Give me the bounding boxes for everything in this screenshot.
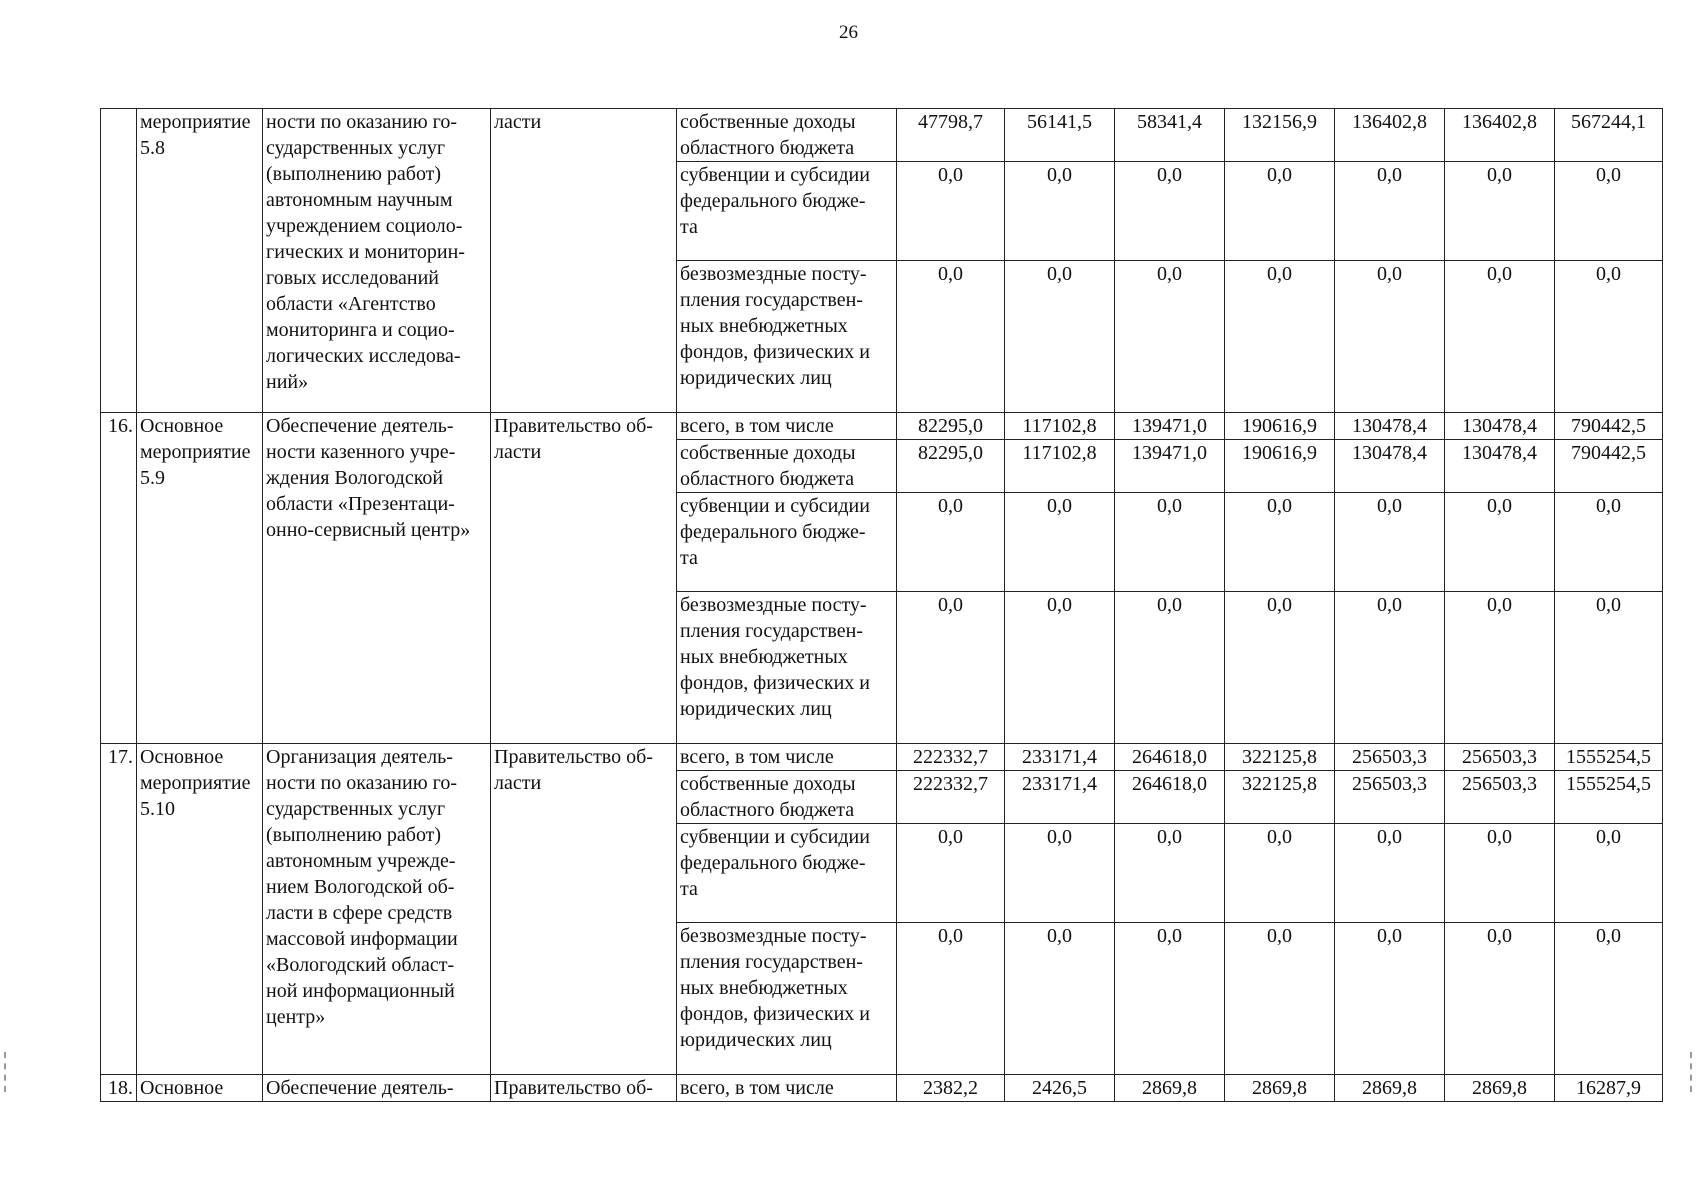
activity-type: Основное [137, 1075, 263, 1102]
value-year: 0,0 [897, 824, 1005, 923]
row-index: 17. [101, 744, 137, 1075]
value-year: 0,0 [1225, 923, 1335, 1075]
value-year: 0,0 [1225, 261, 1335, 413]
value-year: 0,0 [1115, 493, 1225, 592]
value-year: 0,0 [1225, 592, 1335, 744]
activity-name: Организация деятель- ности по оказанию го- сударственных услуг (выполнению работ) автономным учрежде- нием Вологодской об- ласти в сфере средств массовой информации «Вологодский област- ной информационный центр» [263, 744, 491, 1075]
activity-name: Обеспечение деятель- [263, 1075, 491, 1102]
funding-source: субвенции и субсидии федерального бюдже- та [677, 493, 897, 592]
page-number: 26 [839, 22, 858, 43]
value-total: 0,0 [1555, 162, 1663, 261]
funding-source: всего, в том числе [677, 744, 897, 771]
value-year: 82295,0 [897, 440, 1005, 493]
value-year: 0,0 [897, 923, 1005, 1075]
value-total: 1555254,5 [1555, 744, 1663, 771]
value-year: 0,0 [1005, 824, 1115, 923]
executor: ласти [491, 109, 677, 413]
value-year: 139471,0 [1115, 413, 1225, 440]
value-year: 82295,0 [897, 413, 1005, 440]
activity-type: Основное мероприятие 5.10 [137, 744, 263, 1075]
funding-source: собственные доходы областного бюджета [677, 440, 897, 493]
value-year: 222332,7 [897, 771, 1005, 824]
value-year: 2869,8 [1335, 1075, 1445, 1102]
value-year: 2382,2 [897, 1075, 1005, 1102]
value-year: 264618,0 [1115, 771, 1225, 824]
value-year: 256503,3 [1335, 744, 1445, 771]
value-year: 0,0 [1225, 824, 1335, 923]
value-year: 2426,5 [1005, 1075, 1115, 1102]
value-year: 256503,3 [1445, 771, 1555, 824]
value-year: 264618,0 [1115, 744, 1225, 771]
funding-source: собственные доходы областного бюджета [677, 771, 897, 824]
value-year: 233171,4 [1005, 744, 1115, 771]
value-year: 0,0 [1445, 162, 1555, 261]
budget-table [100, 108, 1663, 1102]
value-year: 132156,9 [1225, 109, 1335, 162]
value-year: 0,0 [897, 261, 1005, 413]
activity-name: ности по оказанию го- сударственных услуг (выполнению работ) автономным научным учреждением социоло- гических и мониторин- говых исследований области «Агентство мониторинга и социо- логических исследова- ний» [263, 109, 491, 413]
value-year: 136402,8 [1335, 109, 1445, 162]
funding-source: субвенции и субсидии федерального бюдже- та [677, 824, 897, 923]
value-total: 790442,5 [1555, 413, 1663, 440]
row-index: 16. [101, 413, 137, 744]
value-year: 233171,4 [1005, 771, 1115, 824]
funding-source: безвозмездные посту- пления государствен- ных внебюджетных фондов, физических и юридических лиц [677, 923, 897, 1075]
value-total: 0,0 [1555, 493, 1663, 592]
value-year: 130478,4 [1335, 440, 1445, 493]
value-total: 567244,1 [1555, 109, 1663, 162]
value-year: 0,0 [1005, 261, 1115, 413]
value-year: 322125,8 [1225, 744, 1335, 771]
value-year: 0,0 [1335, 261, 1445, 413]
value-year: 0,0 [1335, 493, 1445, 592]
value-year: 130478,4 [1335, 413, 1445, 440]
value-year: 139471,0 [1115, 440, 1225, 493]
value-year: 0,0 [1445, 493, 1555, 592]
value-year: 136402,8 [1445, 109, 1555, 162]
value-year: 0,0 [1005, 592, 1115, 744]
value-year: 0,0 [897, 592, 1005, 744]
activity-name: Обеспечение деятель- ности казенного учре- ждения Вологодской области «Презентаци- онно-сервисный центр» [263, 413, 491, 744]
value-year: 0,0 [1445, 824, 1555, 923]
value-year: 130478,4 [1445, 440, 1555, 493]
value-year: 322125,8 [1225, 771, 1335, 824]
value-year: 0,0 [1115, 824, 1225, 923]
value-year: 0,0 [1335, 162, 1445, 261]
executor: Правительство об- ласти [491, 413, 677, 744]
value-total: 0,0 [1555, 824, 1663, 923]
value-year: 0,0 [1005, 493, 1115, 592]
margin-mark-right [1690, 1052, 1694, 1092]
value-year: 0,0 [1005, 162, 1115, 261]
funding-source: собственные доходы областного бюджета [677, 109, 897, 162]
value-total: 16287,9 [1555, 1075, 1663, 1102]
value-total: 1555254,5 [1555, 771, 1663, 824]
table-row [101, 413, 1663, 440]
value-year: 117102,8 [1005, 440, 1115, 493]
value-year: 117102,8 [1005, 413, 1115, 440]
value-year: 222332,7 [897, 744, 1005, 771]
value-year: 0,0 [1445, 923, 1555, 1075]
value-total: 790442,5 [1555, 440, 1663, 493]
funding-source: всего, в том числе [677, 413, 897, 440]
value-year: 0,0 [1005, 923, 1115, 1075]
funding-source: субвенции и субсидии федерального бюдже- та [677, 162, 897, 261]
value-year: 2869,8 [1225, 1075, 1335, 1102]
value-year: 0,0 [897, 162, 1005, 261]
row-index: 18. [101, 1075, 137, 1102]
table-row [101, 1075, 1663, 1102]
value-year: 0,0 [1225, 162, 1335, 261]
value-year: 0,0 [1335, 824, 1445, 923]
value-year: 0,0 [1115, 162, 1225, 261]
table-row [101, 744, 1663, 771]
executor: Правительство об- [491, 1075, 677, 1102]
funding-source: всего, в том числе [677, 1075, 897, 1102]
value-year: 0,0 [1225, 493, 1335, 592]
value-year: 0,0 [1115, 923, 1225, 1075]
table-row [101, 109, 1663, 162]
value-year: 0,0 [1115, 261, 1225, 413]
value-year: 56141,5 [1005, 109, 1115, 162]
activity-type: Основное мероприятие 5.9 [137, 413, 263, 744]
value-year: 256503,3 [1335, 771, 1445, 824]
value-year: 130478,4 [1445, 413, 1555, 440]
value-year: 0,0 [1445, 261, 1555, 413]
executor: Правительство об- ласти [491, 744, 677, 1075]
value-year: 190616,9 [1225, 413, 1335, 440]
value-year: 0,0 [897, 493, 1005, 592]
value-total: 0,0 [1555, 923, 1663, 1075]
value-year: 58341,4 [1115, 109, 1225, 162]
value-year: 256503,3 [1445, 744, 1555, 771]
funding-source: безвозмездные посту- пления государствен- ных внебюджетных фондов, физических и юридических лиц [677, 261, 897, 413]
funding-source: безвозмездные посту- пления государствен- ных внебюджетных фондов, физических и юридических лиц [677, 592, 897, 744]
value-year: 0,0 [1335, 923, 1445, 1075]
value-year: 0,0 [1335, 592, 1445, 744]
value-year: 190616,9 [1225, 440, 1335, 493]
value-total: 0,0 [1555, 261, 1663, 413]
value-year: 0,0 [1115, 592, 1225, 744]
value-year: 2869,8 [1445, 1075, 1555, 1102]
value-total: 0,0 [1555, 592, 1663, 744]
value-year: 2869,8 [1115, 1075, 1225, 1102]
margin-mark-left [4, 1052, 8, 1092]
row-index [101, 109, 137, 413]
activity-type: мероприятие 5.8 [137, 109, 263, 413]
value-year: 0,0 [1445, 592, 1555, 744]
value-year: 47798,7 [897, 109, 1005, 162]
